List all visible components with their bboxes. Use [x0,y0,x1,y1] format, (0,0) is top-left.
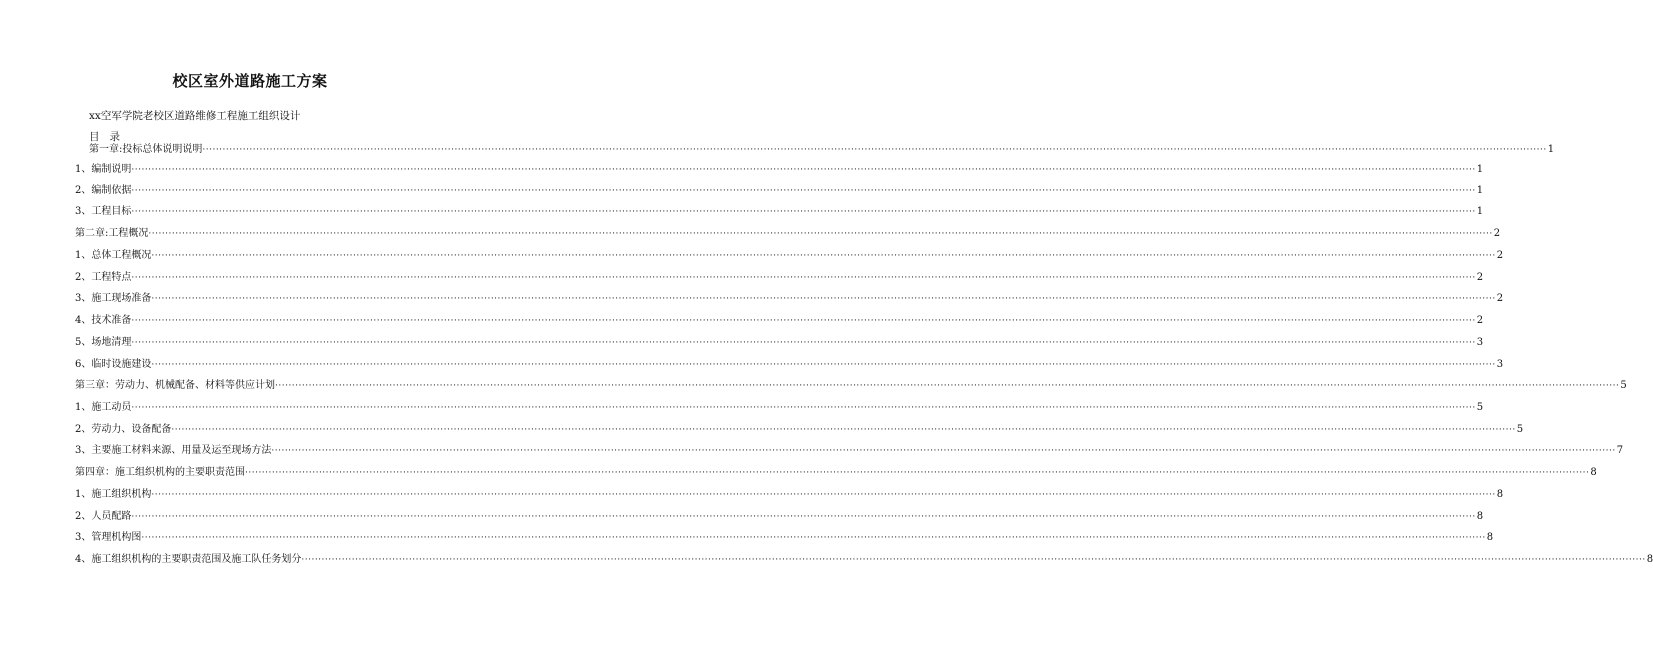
toc-entry-label: 1、施工组织机构 [75,489,152,500]
toc-entry-page: 5 [1476,402,1484,413]
toc-entry [75,531,1494,545]
toc-entry-page: 8 [1646,554,1653,565]
toc-entry-page: 3 [1476,337,1484,348]
toc-entry [75,444,1624,458]
toc-entry-label: 2、人员配路 [75,511,132,522]
toc-entry-page: 8 [1476,511,1484,522]
toc-entry-page: 2 [1493,228,1501,239]
toc-entry-page: 2 [1476,315,1484,326]
toc-entry-page: 5 [1620,380,1627,391]
toc-entry [75,466,1597,480]
toc-entry-label: 第三章：劳动力、机械配备、材料等供应计划 [75,380,275,391]
toc-entry [75,292,1504,306]
toc-heading-char-2: 录 [109,131,120,143]
toc-entry-label: 第四章：施工组织机构的主要职责范围 [75,467,245,478]
toc-entry-label: 第一章:投标总体说明说明 [89,144,203,155]
toc-leader-dots: ················································································································································································································································································································································································································ [151,251,1496,261]
toc-leader-dots: ················································································································································································································································································································································································································ [131,207,1476,217]
toc-heading-char-1: 目 [89,131,100,143]
toc-entry-label: 4、施工组织机构的主要职责范围及施工队任务划分 [75,554,302,565]
toc-leader-dots: ················································································································································································································································································································································································································ [131,512,1476,522]
toc-entry [75,249,1504,263]
toc-entry-label: 3、施工现场准备 [75,293,152,304]
toc-entry [75,314,1484,328]
toc-entry-label: 2、编制依据 [75,185,132,196]
toc-entry-page: 1 [1476,185,1484,196]
toc-leader-dots: ················································································································································································································································································································································································································ [202,145,1547,155]
toc-leader-dots: ················································································································································································································································································································································································································ [131,316,1476,326]
toc-leader-dots: ················································································································································································································································································································································································································ [275,381,1620,391]
toc-entry [75,336,1484,350]
toc-entry-page: 1 [1476,206,1484,217]
toc-entry-label: 第二章:工程概况 [75,228,149,239]
toc-entry [75,184,1484,198]
toc-entry [75,205,1484,219]
toc-entry-page: 8 [1590,467,1597,478]
toc-entry [75,401,1484,415]
toc-entry [75,271,1484,285]
toc-entry-label: 2、劳动力、设备配备 [75,424,172,435]
toc-entry [75,379,1627,393]
toc-entry [75,358,1504,372]
toc-leader-dots: ················································································································································································································································································································································································································ [131,273,1476,283]
toc-leader-dots: ················································································································································································································································································································································································································ [245,468,1590,478]
toc-entry-label: 3、工程目标 [75,206,132,217]
toc-entry-label: 1、总体工程概况 [75,250,152,261]
toc-entry-label: 3、主要施工材料来源、用量及运至现场方法 [75,445,272,456]
toc-leader-dots: ················································································································································································································································································································································································································ [151,360,1496,370]
toc-entry-page: 2 [1496,250,1504,261]
toc-leader-dots: ················································································································································································································································································································································································································ [131,338,1476,348]
toc-leader-dots: ················································································································································································································································································································································································································ [141,533,1486,543]
toc-entry-page: 2 [1496,293,1504,304]
toc-entry-label: 3、管理机构图 [75,532,142,543]
toc-leader-dots: ················································································································································································································································································································································································································ [131,403,1476,413]
toc-entry [75,510,1484,524]
document-title: 校区室外道路施工方案 [172,72,328,90]
toc-leader-dots: ················································································································································································································································································································································································································ [148,229,1493,239]
toc-entry-label: 6、临时设施建设 [75,359,152,370]
toc-leader-dots: ················································································································································································································································································································································································································ [131,165,1476,175]
toc-leader-dots: ················································································································································································································································································································································································································ [131,186,1476,196]
toc-entry [75,423,1524,437]
toc-entry-label: 4、技术准备 [75,315,132,326]
toc-entry-page: 1 [1547,144,1555,155]
toc-entry-page: 8 [1486,532,1494,543]
toc-entry-label: 2、工程特点 [75,272,132,283]
toc-entry [75,227,1501,241]
toc-entry-page: 7 [1616,445,1624,456]
toc-entry [75,163,1484,177]
toc-entry-page: 5 [1516,424,1524,435]
toc-entry-label: 5、场地清理 [75,337,132,348]
toc-entry [89,143,1555,157]
toc-leader-dots: ················································································································································································································································································································································································································ [301,555,1646,565]
toc-entry-label: 1、施工动员 [75,402,132,413]
toc-entry-page: 3 [1496,359,1504,370]
toc-leader-dots: ················································································································································································································································································································································································································ [171,425,1516,435]
toc-entry-page: 8 [1496,489,1504,500]
toc-entry [75,553,1653,567]
document-subtitle: xx空军学院老校区道路维修工程施工组织设计 [89,110,301,122]
toc-leader-dots: ················································································································································································································································································································································································································ [151,294,1496,304]
toc-entry-label: 1、编制说明 [75,164,132,175]
toc-leader-dots: ················································································································································································································································································································································································································ [151,490,1496,500]
toc-entry-page: 2 [1476,272,1484,283]
toc-leader-dots: ················································································································································································································································································································································································································ [271,446,1616,456]
toc-entry-page: 1 [1476,164,1484,175]
toc-entry [75,488,1504,502]
